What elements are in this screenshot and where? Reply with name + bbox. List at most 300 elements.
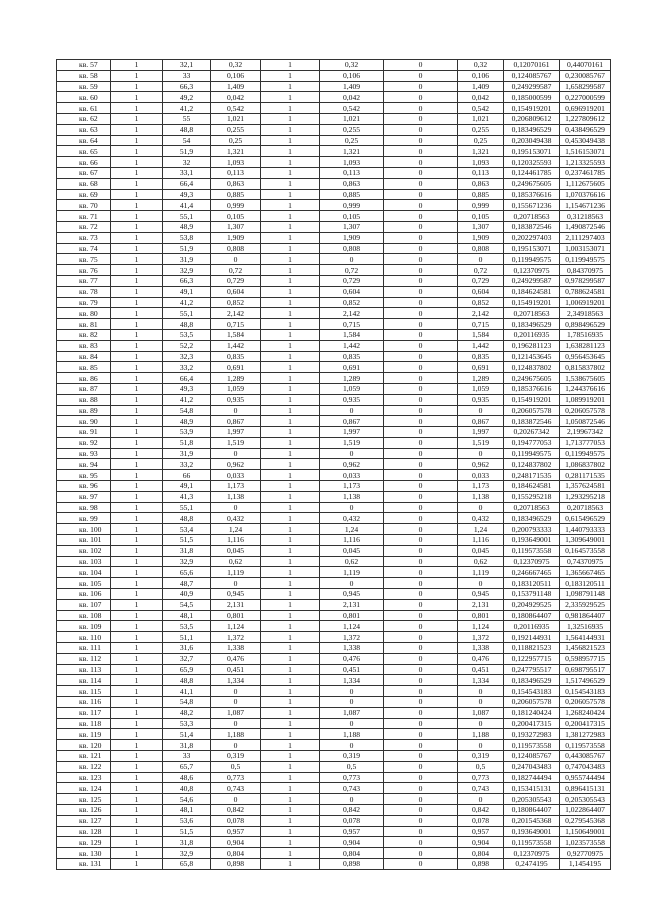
share-cell: 0,12370975 xyxy=(504,265,560,276)
coefficient-cell: 1 xyxy=(261,124,320,135)
zero-cell: 0 xyxy=(384,297,458,308)
total-cell: 0,443085767 xyxy=(560,751,611,762)
consumption-cell: 0 xyxy=(211,405,261,416)
table-row xyxy=(57,599,611,610)
share-cell: 0,118821523 xyxy=(504,643,560,654)
zero-cell: 0 xyxy=(384,567,458,578)
area-cell: 31,8 xyxy=(163,837,211,848)
value-cell: 1,173 xyxy=(320,481,384,492)
total-cell: 2,335929525 xyxy=(560,599,611,610)
apartment-cell: кв. 95 xyxy=(57,470,111,481)
area-cell: 66,4 xyxy=(163,178,211,189)
zero-cell: 0 xyxy=(384,124,458,135)
zero-cell: 0 xyxy=(384,815,458,826)
apartment-cell: кв. 76 xyxy=(57,265,111,276)
table-row xyxy=(57,772,611,783)
count-cell: 1 xyxy=(111,794,163,805)
total-cell: 0,896415131 xyxy=(560,783,611,794)
area-cell: 65,9 xyxy=(163,664,211,675)
area-cell: 49,1 xyxy=(163,481,211,492)
table-row xyxy=(57,491,611,502)
count-cell: 1 xyxy=(111,373,163,384)
area-cell: 49,3 xyxy=(163,189,211,200)
table-row xyxy=(57,135,611,146)
apartment-cell: кв. 72 xyxy=(57,221,111,232)
count-cell: 1 xyxy=(111,319,163,330)
total-cell: 0,154543183 xyxy=(560,686,611,697)
zero-cell: 0 xyxy=(384,157,458,168)
apartment-cell: кв. 112 xyxy=(57,653,111,664)
table-row xyxy=(57,751,611,762)
value-cell: 1,909 xyxy=(320,232,384,243)
count-cell: 1 xyxy=(111,653,163,664)
share-cell: 0,183496529 xyxy=(504,675,560,686)
coefficient-cell: 1 xyxy=(261,491,320,502)
consumption-cell: 0,476 xyxy=(211,653,261,664)
subtotal-cell: 0,743 xyxy=(458,783,504,794)
apartment-cell: кв. 57 xyxy=(57,60,111,71)
table-row xyxy=(57,761,611,772)
zero-cell: 0 xyxy=(384,103,458,114)
count-cell: 1 xyxy=(111,610,163,621)
coefficient-cell: 1 xyxy=(261,103,320,114)
share-cell: 0,124837802 xyxy=(504,459,560,470)
share-cell: 0,192144931 xyxy=(504,632,560,643)
coefficient-cell: 1 xyxy=(261,286,320,297)
total-cell: 1,006919201 xyxy=(560,297,611,308)
apartment-cell: кв. 78 xyxy=(57,286,111,297)
value-cell: 0,604 xyxy=(320,286,384,297)
table-row xyxy=(57,405,611,416)
area-cell: 65,7 xyxy=(163,761,211,772)
coefficient-cell: 1 xyxy=(261,416,320,427)
value-cell: 0 xyxy=(320,718,384,729)
apartment-cell: кв. 128 xyxy=(57,826,111,837)
apartment-cell: кв. 64 xyxy=(57,135,111,146)
table-row xyxy=(57,524,611,535)
apartment-cell: кв. 126 xyxy=(57,804,111,815)
total-cell: 0,898496529 xyxy=(560,319,611,330)
subtotal-cell: 0,033 xyxy=(458,470,504,481)
consumption-cell: 1,087 xyxy=(211,707,261,718)
zero-cell: 0 xyxy=(384,178,458,189)
zero-cell: 0 xyxy=(384,491,458,502)
zero-cell: 0 xyxy=(384,200,458,211)
share-cell: 0,200793333 xyxy=(504,524,560,535)
count-cell: 1 xyxy=(111,470,163,481)
consumption-cell: 0,62 xyxy=(211,556,261,567)
apartment-cell: кв. 99 xyxy=(57,513,111,524)
share-cell: 0,205305543 xyxy=(504,794,560,805)
total-cell: 1,456821523 xyxy=(560,643,611,654)
count-cell: 1 xyxy=(111,556,163,567)
total-cell: 0,206057578 xyxy=(560,697,611,708)
zero-cell: 0 xyxy=(384,232,458,243)
consumption-cell: 1,124 xyxy=(211,621,261,632)
total-cell: 1,381272983 xyxy=(560,729,611,740)
total-cell: 1,517496529 xyxy=(560,675,611,686)
zero-cell: 0 xyxy=(384,383,458,394)
value-cell: 0,962 xyxy=(320,459,384,470)
total-cell: 0,788624581 xyxy=(560,286,611,297)
subtotal-cell: 0,835 xyxy=(458,351,504,362)
value-cell: 0,078 xyxy=(320,815,384,826)
zero-cell: 0 xyxy=(384,211,458,222)
count-cell: 1 xyxy=(111,146,163,157)
apartment-cell: кв. 121 xyxy=(57,751,111,762)
coefficient-cell: 1 xyxy=(261,751,320,762)
table-row xyxy=(57,643,611,654)
subtotal-cell: 0,042 xyxy=(458,92,504,103)
consumption-cell: 0,729 xyxy=(211,275,261,286)
area-cell: 31,9 xyxy=(163,448,211,459)
consumption-cell: 0 xyxy=(211,502,261,513)
subtotal-cell: 1,321 xyxy=(458,146,504,157)
coefficient-cell: 1 xyxy=(261,60,320,71)
area-cell: 53,5 xyxy=(163,621,211,632)
apartment-cell: кв. 63 xyxy=(57,124,111,135)
subtotal-cell: 0,078 xyxy=(458,815,504,826)
table-row xyxy=(57,794,611,805)
area-cell: 41,2 xyxy=(163,297,211,308)
count-cell: 1 xyxy=(111,772,163,783)
value-cell: 0,319 xyxy=(320,751,384,762)
consumption-cell: 1,119 xyxy=(211,567,261,578)
total-cell: 1,268240424 xyxy=(560,707,611,718)
consumption-cell: 0,25 xyxy=(211,135,261,146)
apartment-cell: кв. 80 xyxy=(57,308,111,319)
table-row xyxy=(57,340,611,351)
apartment-cell: кв. 70 xyxy=(57,200,111,211)
area-cell: 65,6 xyxy=(163,567,211,578)
consumption-cell: 1,24 xyxy=(211,524,261,535)
table-row xyxy=(57,351,611,362)
table-row xyxy=(57,804,611,815)
value-cell: 1,289 xyxy=(320,373,384,384)
total-cell: 1,658299587 xyxy=(560,81,611,92)
share-cell: 0,206057578 xyxy=(504,697,560,708)
table-row xyxy=(57,329,611,340)
area-cell: 32 xyxy=(163,157,211,168)
coefficient-cell: 1 xyxy=(261,837,320,848)
table-row xyxy=(57,103,611,114)
consumption-cell: 2,142 xyxy=(211,308,261,319)
coefficient-cell: 1 xyxy=(261,459,320,470)
count-cell: 1 xyxy=(111,329,163,340)
share-cell: 0,119573558 xyxy=(504,740,560,751)
count-cell: 1 xyxy=(111,265,163,276)
subtotal-cell: 0,72 xyxy=(458,265,504,276)
subtotal-cell: 0 xyxy=(458,740,504,751)
total-cell: 1,213325593 xyxy=(560,157,611,168)
zero-cell: 0 xyxy=(384,81,458,92)
consumption-cell: 0,042 xyxy=(211,92,261,103)
share-cell: 0,154919201 xyxy=(504,394,560,405)
apartment-cell: кв. 77 xyxy=(57,275,111,286)
value-cell: 0,542 xyxy=(320,103,384,114)
count-cell: 1 xyxy=(111,761,163,772)
table-row xyxy=(57,621,611,632)
count-cell: 1 xyxy=(111,545,163,556)
apartment-cell: кв. 113 xyxy=(57,664,111,675)
zero-cell: 0 xyxy=(384,135,458,146)
share-cell: 0,203049438 xyxy=(504,135,560,146)
consumption-cell: 1,059 xyxy=(211,383,261,394)
apartment-cell: кв. 105 xyxy=(57,578,111,589)
area-cell: 32,9 xyxy=(163,556,211,567)
count-cell: 1 xyxy=(111,394,163,405)
total-cell: 1,022864407 xyxy=(560,804,611,815)
coefficient-cell: 1 xyxy=(261,524,320,535)
share-cell: 0,206057578 xyxy=(504,405,560,416)
subtotal-cell: 0,542 xyxy=(458,103,504,114)
consumption-cell: 0,105 xyxy=(211,211,261,222)
total-cell: 1,78516935 xyxy=(560,329,611,340)
area-cell: 52,2 xyxy=(163,340,211,351)
total-cell: 0,281171535 xyxy=(560,470,611,481)
count-cell: 1 xyxy=(111,826,163,837)
table-row xyxy=(57,697,611,708)
area-cell: 41,2 xyxy=(163,103,211,114)
subtotal-cell: 0 xyxy=(458,686,504,697)
total-cell: 1,086837802 xyxy=(560,459,611,470)
apartment-cell: кв. 111 xyxy=(57,643,111,654)
table-row xyxy=(57,265,611,276)
share-cell: 0,12370975 xyxy=(504,848,560,859)
share-cell: 0,121453645 xyxy=(504,351,560,362)
share-cell: 0,155671236 xyxy=(504,200,560,211)
total-cell: 1,490872546 xyxy=(560,221,611,232)
value-cell: 0,105 xyxy=(320,211,384,222)
total-cell: 0,981864407 xyxy=(560,610,611,621)
value-cell: 0 xyxy=(320,740,384,751)
count-cell: 1 xyxy=(111,427,163,438)
consumption-cell: 0 xyxy=(211,578,261,589)
table-row xyxy=(57,556,611,567)
value-cell: 0 xyxy=(320,686,384,697)
apartment-cell: кв. 125 xyxy=(57,794,111,805)
value-cell: 0,62 xyxy=(320,556,384,567)
coefficient-cell: 1 xyxy=(261,211,320,222)
table-row xyxy=(57,427,611,438)
subtotal-cell: 1,059 xyxy=(458,383,504,394)
consumption-cell: 0,898 xyxy=(211,858,261,869)
consumption-cell: 0,773 xyxy=(211,772,261,783)
table-body xyxy=(57,60,611,870)
coefficient-cell: 1 xyxy=(261,653,320,664)
table-row xyxy=(57,157,611,168)
count-cell: 1 xyxy=(111,707,163,718)
coefficient-cell: 1 xyxy=(261,92,320,103)
coefficient-cell: 1 xyxy=(261,761,320,772)
share-cell: 0,249675605 xyxy=(504,178,560,189)
zero-cell: 0 xyxy=(384,394,458,405)
value-cell: 1,119 xyxy=(320,567,384,578)
value-cell: 0,842 xyxy=(320,804,384,815)
zero-cell: 0 xyxy=(384,113,458,124)
zero-cell: 0 xyxy=(384,740,458,751)
subtotal-cell: 1,338 xyxy=(458,643,504,654)
area-cell: 41,2 xyxy=(163,394,211,405)
consumption-cell: 1,409 xyxy=(211,81,261,92)
apartment-cell: кв. 110 xyxy=(57,632,111,643)
coefficient-cell: 1 xyxy=(261,70,320,81)
total-cell: 0,279545368 xyxy=(560,815,611,826)
consumption-cell: 1,138 xyxy=(211,491,261,502)
share-cell: 0,248171535 xyxy=(504,470,560,481)
share-cell: 0,206809612 xyxy=(504,113,560,124)
subtotal-cell: 1,116 xyxy=(458,535,504,546)
count-cell: 1 xyxy=(111,578,163,589)
subtotal-cell: 0 xyxy=(458,254,504,265)
zero-cell: 0 xyxy=(384,448,458,459)
count-cell: 1 xyxy=(111,405,163,416)
count-cell: 1 xyxy=(111,751,163,762)
zero-cell: 0 xyxy=(384,416,458,427)
coefficient-cell: 1 xyxy=(261,427,320,438)
area-cell: 51,4 xyxy=(163,729,211,740)
subtotal-cell: 0,773 xyxy=(458,772,504,783)
coefficient-cell: 1 xyxy=(261,405,320,416)
apartment-cell: кв. 104 xyxy=(57,567,111,578)
apartment-cell: кв. 81 xyxy=(57,319,111,330)
consumption-cell: 0,045 xyxy=(211,545,261,556)
coefficient-cell: 1 xyxy=(261,599,320,610)
consumption-cell: 0 xyxy=(211,740,261,751)
area-cell: 48,2 xyxy=(163,707,211,718)
count-cell: 1 xyxy=(111,459,163,470)
apartment-cell: кв. 118 xyxy=(57,718,111,729)
subtotal-cell: 1,188 xyxy=(458,729,504,740)
table-row xyxy=(57,729,611,740)
share-cell: 0,204929525 xyxy=(504,599,560,610)
subtotal-cell: 1,093 xyxy=(458,157,504,168)
total-cell: 0,696919201 xyxy=(560,103,611,114)
count-cell: 1 xyxy=(111,362,163,373)
zero-cell: 0 xyxy=(384,707,458,718)
total-cell: 0,206057578 xyxy=(560,405,611,416)
share-cell: 0,185000599 xyxy=(504,92,560,103)
consumption-cell: 0,715 xyxy=(211,319,261,330)
subtotal-cell: 0,32 xyxy=(458,60,504,71)
consumption-cell: 1,442 xyxy=(211,340,261,351)
count-cell: 1 xyxy=(111,783,163,794)
total-cell: 1,003153071 xyxy=(560,243,611,254)
total-cell: 2,19967342 xyxy=(560,427,611,438)
coefficient-cell: 1 xyxy=(261,113,320,124)
value-cell: 1,409 xyxy=(320,81,384,92)
subtotal-cell: 1,519 xyxy=(458,437,504,448)
value-cell: 1,338 xyxy=(320,643,384,654)
share-cell: 0,153415131 xyxy=(504,783,560,794)
count-cell: 1 xyxy=(111,221,163,232)
coefficient-cell: 1 xyxy=(261,513,320,524)
apartment-cell: кв. 129 xyxy=(57,837,111,848)
consumption-cell: 0,451 xyxy=(211,664,261,675)
value-cell: 0,863 xyxy=(320,178,384,189)
total-cell: 0,84370975 xyxy=(560,265,611,276)
count-cell: 1 xyxy=(111,804,163,815)
share-cell: 0,249675605 xyxy=(504,373,560,384)
value-cell: 1,059 xyxy=(320,383,384,394)
count-cell: 1 xyxy=(111,254,163,265)
table-row xyxy=(57,308,611,319)
count-cell: 1 xyxy=(111,535,163,546)
value-cell: 0,476 xyxy=(320,653,384,664)
apartment-cell: кв. 83 xyxy=(57,340,111,351)
share-cell: 0,182744494 xyxy=(504,772,560,783)
coefficient-cell: 1 xyxy=(261,200,320,211)
zero-cell: 0 xyxy=(384,535,458,546)
consumption-cell: 1,188 xyxy=(211,729,261,740)
count-cell: 1 xyxy=(111,189,163,200)
consumption-cell: 1,519 xyxy=(211,437,261,448)
consumption-cell: 1,334 xyxy=(211,675,261,686)
share-cell: 0,124461785 xyxy=(504,167,560,178)
zero-cell: 0 xyxy=(384,524,458,535)
count-cell: 1 xyxy=(111,135,163,146)
zero-cell: 0 xyxy=(384,319,458,330)
subtotal-cell: 0 xyxy=(458,405,504,416)
coefficient-cell: 1 xyxy=(261,221,320,232)
value-cell: 1,334 xyxy=(320,675,384,686)
coefficient-cell: 1 xyxy=(261,675,320,686)
zero-cell: 0 xyxy=(384,718,458,729)
count-cell: 1 xyxy=(111,383,163,394)
total-cell: 0,747043483 xyxy=(560,761,611,772)
zero-cell: 0 xyxy=(384,470,458,481)
subtotal-cell: 0,863 xyxy=(458,178,504,189)
apartment-cell: кв. 103 xyxy=(57,556,111,567)
share-cell: 0,247795517 xyxy=(504,664,560,675)
consumption-cell: 0,935 xyxy=(211,394,261,405)
subtotal-cell: 1,24 xyxy=(458,524,504,535)
value-cell: 0,255 xyxy=(320,124,384,135)
subtotal-cell: 1,909 xyxy=(458,232,504,243)
zero-cell: 0 xyxy=(384,308,458,319)
coefficient-cell: 1 xyxy=(261,794,320,805)
table-row xyxy=(57,113,611,124)
data-table xyxy=(56,59,611,870)
subtotal-cell: 2,131 xyxy=(458,599,504,610)
zero-cell: 0 xyxy=(384,589,458,600)
table-row xyxy=(57,189,611,200)
table-row xyxy=(57,416,611,427)
coefficient-cell: 1 xyxy=(261,243,320,254)
count-cell: 1 xyxy=(111,297,163,308)
area-cell: 51,5 xyxy=(163,535,211,546)
coefficient-cell: 1 xyxy=(261,848,320,859)
total-cell: 0,119949575 xyxy=(560,254,611,265)
table-row xyxy=(57,178,611,189)
share-cell: 0,249299587 xyxy=(504,81,560,92)
area-cell: 33 xyxy=(163,751,211,762)
table-row xyxy=(57,459,611,470)
count-cell: 1 xyxy=(111,70,163,81)
total-cell: 1,098791148 xyxy=(560,589,611,600)
count-cell: 1 xyxy=(111,308,163,319)
coefficient-cell: 1 xyxy=(261,167,320,178)
table-row xyxy=(57,243,611,254)
share-cell: 0,120325593 xyxy=(504,157,560,168)
consumption-cell: 0 xyxy=(211,718,261,729)
share-cell: 0,195153071 xyxy=(504,243,560,254)
value-cell: 1,307 xyxy=(320,221,384,232)
consumption-cell: 0 xyxy=(211,448,261,459)
total-cell: 0,164573558 xyxy=(560,545,611,556)
area-cell: 48,8 xyxy=(163,124,211,135)
table-row xyxy=(57,502,611,513)
